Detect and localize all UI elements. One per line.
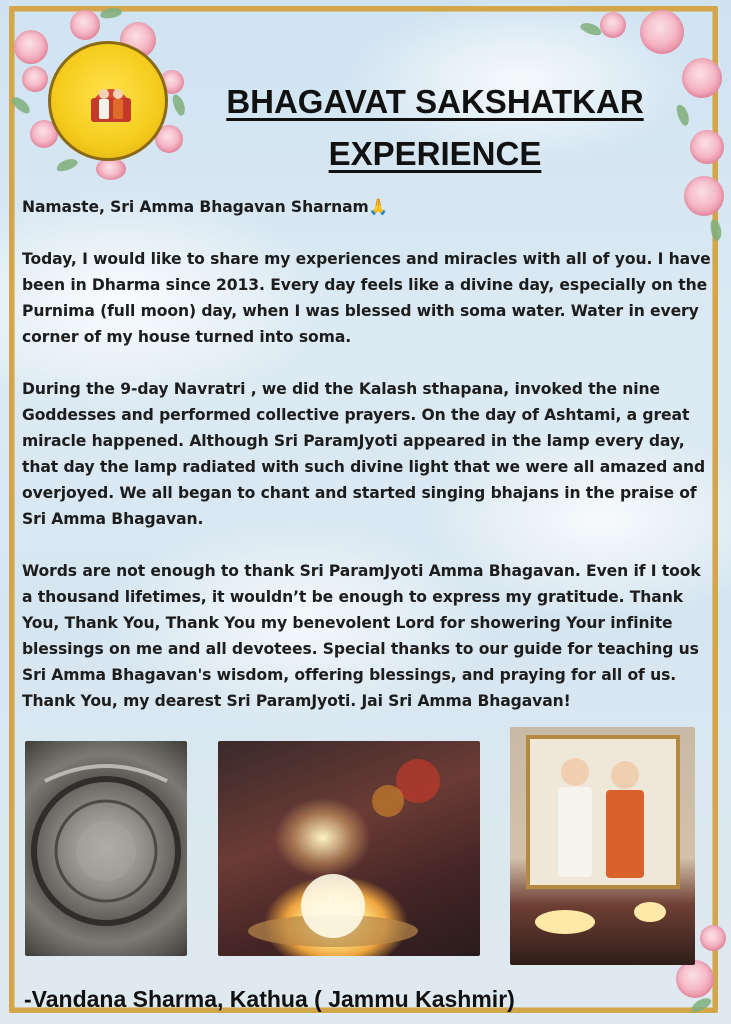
paragraph-1: Today, I would like to share my experiences and miracles with all of you. I have been in Dharma since 2013. Every day feels like a divine day, especially on the Purnima (full moon) day, when I was blessed with soma water. Water in every corner of my house turned into soma. bbox=[22, 250, 711, 346]
lamp-illustration bbox=[218, 741, 480, 956]
photo-lamp-radiating-light bbox=[218, 741, 480, 956]
deity-figures-icon bbox=[87, 76, 135, 124]
amma-bhagavan-logo bbox=[48, 41, 168, 161]
greeting-text: Namaste, Sri Amma Bhagavan Sharnam🙏 bbox=[22, 198, 388, 216]
vessel-illustration bbox=[25, 741, 187, 956]
paragraph-3: Words are not enough to thank Sri ParamJyoti Amma Bhagavan. Even if I took a thousand lifetimes, it wouldn’t be enough to express my gratitude. Thank You, Thank You, Thank You my benevolent Lord for showering Your infinite blessings on me and all devotees. Special thanks to our guide for teaching us Sri Amma Bhagavan's wisdom, offering blessings, and praying for all of us. Thank You, my dearest Sri ParamJyoti. Jai Sri Amma Bhagavan! bbox=[22, 562, 701, 710]
author-signature: -Vandana Sharma, Kathua ( Jammu Kashmir) bbox=[24, 986, 515, 1012]
altar-illustration bbox=[510, 727, 695, 965]
title-line-2: EXPERIENCE bbox=[328, 135, 542, 172]
photo-soma-water-vessel bbox=[25, 741, 187, 956]
testimonial-body bbox=[22, 194, 712, 740]
title-line-1: BHAGAVAT SAKSHATKAR bbox=[226, 83, 644, 120]
page-title bbox=[180, 76, 690, 180]
photo-altar-with-lamps bbox=[510, 727, 695, 965]
paragraph-2: During the 9-day Navratri , we did the Kalash sthapana, invoked the nine Goddesses and performed collective prayers. On the day of Ashtami, a great miracle happened. Although Sri ParamJyoti appeared in the lamp every day, that day the lamp radiated with such divine light that we were all amazed and overjoyed. We all began to chant and started singing bhajans in the praise of Sri Amma Bhagavan. bbox=[22, 380, 706, 528]
